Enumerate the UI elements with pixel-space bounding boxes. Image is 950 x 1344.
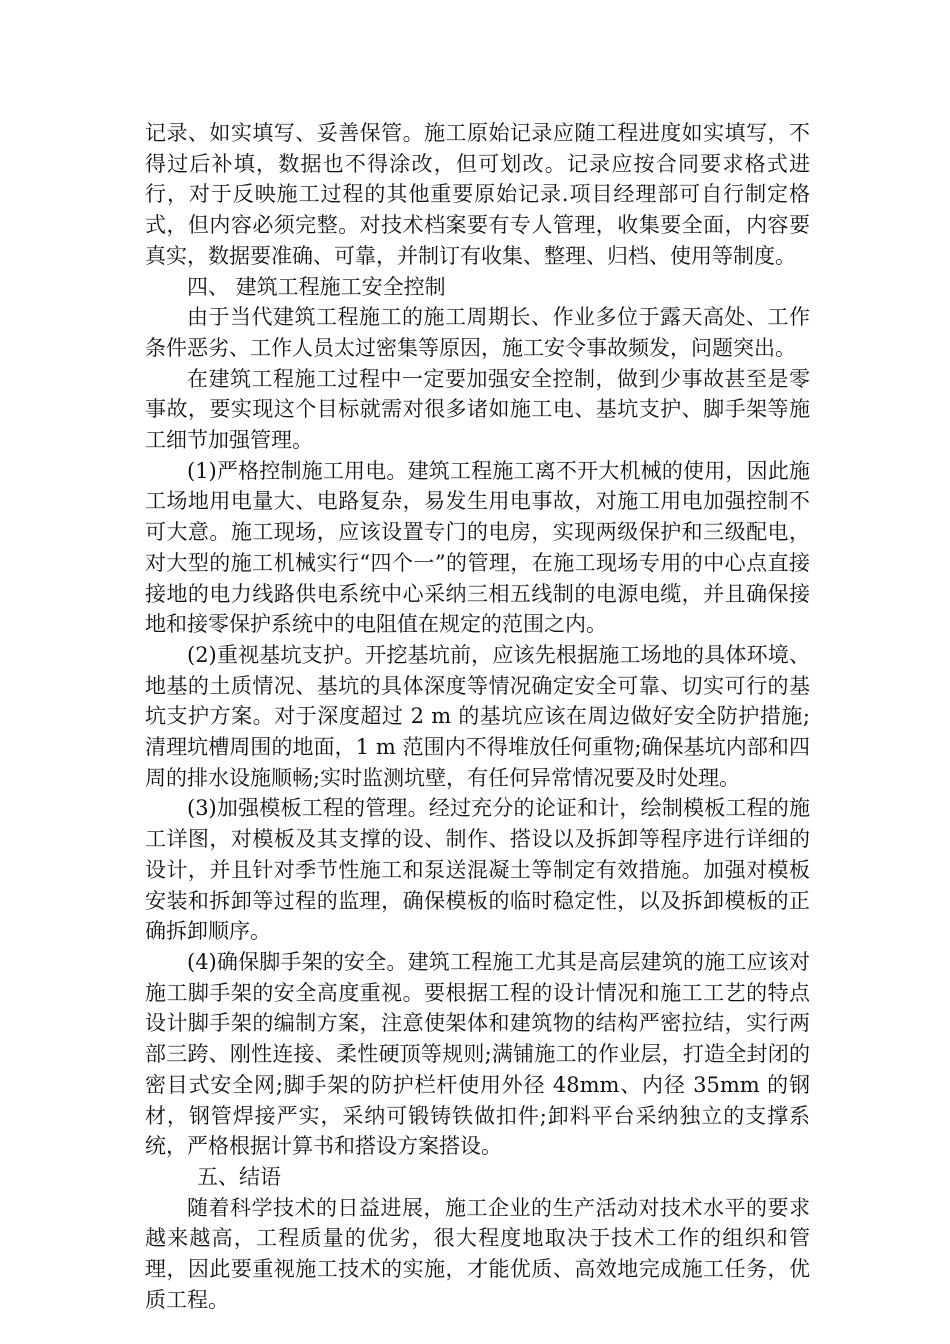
paragraph-scaffold: (4)确保脚手架的安全。建筑工程施工尤其是高层建筑的施工应该对施工脚手架的安全高度重视。要根据工程的设计情况和施工工艺的特点设计脚手架的编制方案，注意使架体和建筑物的结构严密拉结，实行两部三跨、刚性连接、柔性硬顶等规则;满铺施工的作业层，打造全封闭的密目式安全网;脚手架的防护栏杆使用外径 48mm、内径 35mm 的钢材，钢管焊接严实，采纳可锻铸铁做扣件;卸料平台采纳独立的支撑系统，严格根据计算书和搭设方案搭设。 (145, 949, 810, 1159)
paragraph-foundation-pit: (2)重视基坑支护。开挖基坑前，应该先根据施工场地的具体环境、地基的土质情况、基坑的具体深度等情况确定安全可靠、切实可行的基坑支护方案。对于深度超过 2 m 的基坑应该在周边做好安全防护措施;清理坑槽周围的地面，1 m 范围内不得堆放任何重物;确保基坑内部和四周的排水设施顺畅;实时监测坑壁，有任何异常情况要及时处理。 (145, 642, 810, 790)
paragraph-conclusion: 随着科学技术的日益进展，施工企业的生产活动对技术水平的要求越来越高，工程质量的优劣，很大程度地取决于技术工作的组织和管理，因此要重视施工技术的实施，才能优质、高效地完成施工任务，优质工程。 (145, 1195, 810, 1312)
paragraph-safety-intro: 由于当代建筑工程施工的施工周期长、作业多位于露天高处、工作条件恶劣、工作人员太过密集等原因，施工安令事故频发，问题突出。 (145, 305, 810, 360)
section-heading-4: 四、 建筑工程施工安全控制 (187, 274, 446, 299)
paragraph-records: 记录、如实填写、妥善保管。施工原始记录应随工程进度如实填写，不得过后补填，数据也不得涂改，但可划改。记录应按合同要求格式进行，对于反映施工过程的其他重要原始记录.项目经理部可自行制定格式，但内容必须完整。对技术档案要有专人管理，收集要全面，内容要真实，数据要准确、可靠，并制订有收集、整理、归档、使用等制度。 (145, 121, 810, 268)
paragraph-electricity: (1)严格控制施工用电。建筑工程施工离不开大机械的使用，因此施工场地用电量大、电路复杂，易发生用电事故，对施工用电加强控制不可大意。施工现场，应该设置专门的电房，实现两级保护和三级配电，对大型的施工机械实行“四个一”的管理，在施工现场专用的中心点直接接地的电力线路供电系统中心采纳三相五线制的电源电缆，并且确保接地和接零保护系统中的电阻值在规定的范围之内。 (145, 458, 810, 637)
paragraph-safety-goal: 在建筑工程施工过程中一定要加强安全控制，做到少事故甚至是零事故，要实现这个目标就需对很多诸如施工电、基坑支护、脚手架等施工细节加强管理。 (145, 366, 810, 453)
document-body (145, 118, 810, 1315)
paragraph-formwork: (3)加强模板工程的管理。经过充分的论证和计，绘制模板工程的施工详图，对模板及其支撑的设、制作、搭设以及拆卸等程序进行详细的设计，并且针对季节性施工和泵送混凝土等制定有效措施。加强对模板安装和拆卸等过程的监理，确保模板的临时稳定性，以及拆卸模板的正确拆卸顺序。 (145, 796, 810, 944)
section-heading-5: 五、结语 (197, 1164, 281, 1189)
